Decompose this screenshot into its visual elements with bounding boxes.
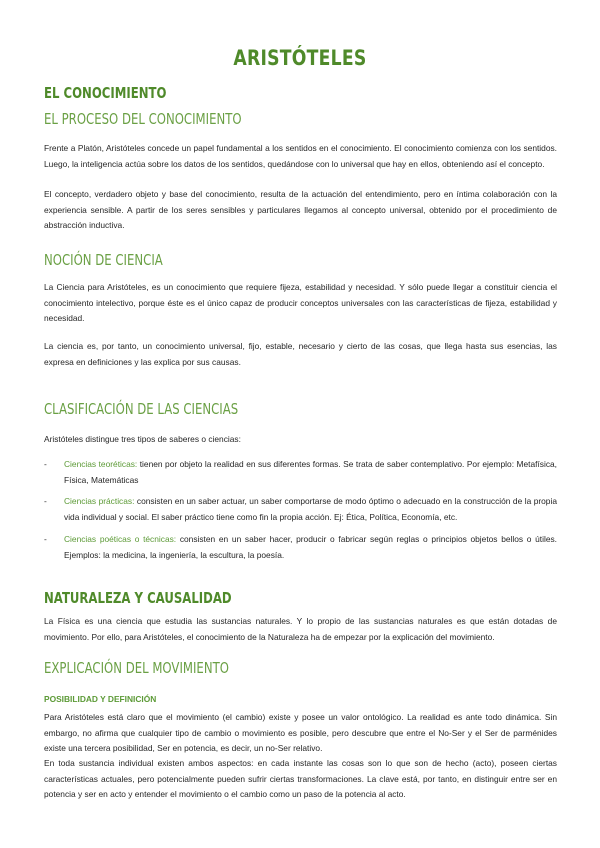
list-item-body: tienen por objeto la realidad en sus diferentes formas. Se trata de saber contemplativo. Por ejemplo: Metafísica, Física, Matemáticas [64,459,557,485]
list-item-body: consisten en un saber actuar, un saber comportarse de modo óptimo o adecuado en la construcción de la propia vida individual y social. El saber práctico tiene como fin la propia acción. Ej: Ética, Política, Economía, etc. [64,496,557,522]
list-item-text [64,532,557,563]
document-title: ARISTÓTELES [233,46,367,70]
paragraph-conocimiento-1: Frente a Platón, Aristóteles concede un papel fundamental a los sentidos en el conocimiento. El conocimiento comienza con los sentidos. Luego, la inteligencia actúa sobre los datos de los sentidos, quedándose con lo universal que hay en ellos, obteniendo así el concepto. [44,143,557,169]
list-bullet: - [44,496,47,506]
list-bullet: - [44,459,47,469]
list-item-lead: Ciencias prácticas: [64,496,135,506]
list-item-lead: Ciencias poéticas o técnicas: [64,534,177,544]
list-item-body: consisten en un saber hacer, producir o fabricar según reglas o principios objetos bellos o útiles. Ejemplos: la medicina, la ingeniería, la escultura, la poesía. [64,534,558,560]
heading-clasificacion: CLASIFICACIÓN DE LAS CIENCIAS [44,400,239,418]
paragraph-movimiento-1: Para Aristóteles está claro que el movimiento (el cambio) existe y posee un valor ontológico. La realidad es ante todo dinámica. Sin embargo, no afirma que cualquier tipo de cambio o movimiento es posible, pero descubre que entre el No-Ser y el Ser de parménides existe una tercera posibilidad, Ser en potencia, es decir, un no-Ser relativo. [44,712,557,753]
list-bullet: - [44,534,47,544]
subheading-posibilidad-definicion: POSIBILIDAD Y DEFINICIÓN [44,694,157,704]
heading-naturaleza-causalidad: NATURALEZA Y CAUSALIDAD [44,589,232,607]
subheading-proceso-conocimiento: EL PROCESO DEL CONOCIMIENTO [44,110,242,128]
list-item-text [64,494,557,525]
list-item-text [64,457,557,488]
paragraph-movimiento-2: En toda sustancia individual existen ambos aspectos: en cada instante las cosas son lo que son de hecho (acto), poseen ciertas características actuales, pero potencialmente pueden sufrir ciertas transformaciones. La clave está, por tanto, en distinguir entre ser en potencia y ser en acto y entender el movimiento o el cambio como un paso de la potencia al acto. [44,758,557,799]
paragraph-ciencia-2: La ciencia es, por tanto, un conocimiento universal, fijo, estable, necesario y cierto de las cosas, que llega hasta sus esencias, las expresa en definiciones y las explica por sus causas. [44,341,557,367]
heading-nocion-ciencia: NOCIÓN DE CIENCIA [44,251,163,269]
heading-explicacion-movimiento: EXPLICACIÓN DEL MOVIMIENTO [44,659,229,677]
paragraph-naturaleza: La Física es una ciencia que estudia las sustancias naturales. Y lo propio de las sustancias naturales es que están dotadas de movimiento. Por ello, para Aristóteles, el conocimiento de la Naturaleza ha de empezar por la explicación del movimiento. [44,616,557,642]
paragraph-conocimiento-2: El concepto, verdadero objeto y base del conocimiento, resulta de la actuación del entendimiento, pero en íntima colaboración con la experiencia sensible. A partir de los seres sensibles y particulares llegamos al concepto universal, obtenido por el procedimiento de abstracción inductiva. [44,189,557,230]
paragraph-ciencia-1: La Ciencia para Aristóteles, es un conocimiento que requiere fijeza, estabilidad y necesidad. Y sólo puede llegar a constituir ciencia el conocimiento intelectivo, porque éste es el único capaz de producir conceptos universales con las características de fijeza, estabilidad y necesidad. [44,282,557,323]
list-item-lead: Ciencias teoréticas: [64,459,138,469]
heading-conocimiento: EL CONOCIMIENTO [44,84,167,102]
paragraph-clasificacion-intro: Aristóteles distingue tres tipos de saberes o ciencias: [44,434,241,444]
